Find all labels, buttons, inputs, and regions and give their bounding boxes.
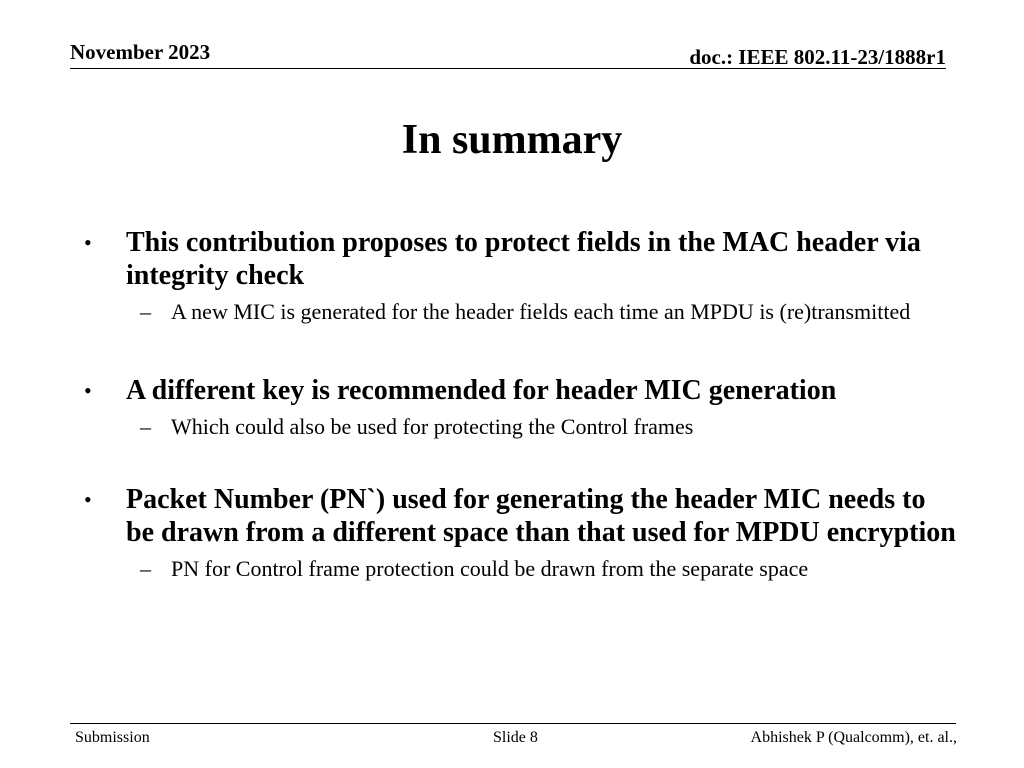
bullet-dot-icon: • — [84, 230, 92, 255]
sub-bullet-text: A new MIC is generated for the header fields each time an MPDU is (re)transmitted — [171, 299, 911, 324]
header-date: November 2023 — [70, 40, 211, 64]
slide-title: In summary — [401, 117, 623, 163]
bullet-item — [80, 374, 960, 407]
sub-bullet-item — [80, 412, 960, 441]
dash-icon: – — [140, 556, 151, 581]
header-divider — [70, 68, 946, 69]
sub-bullet-text: Which could also be used for protecting the Control frames — [171, 414, 694, 439]
footer-divider — [70, 723, 956, 724]
bullet-item — [80, 226, 960, 292]
dash-icon: – — [140, 414, 151, 439]
sub-bullet-text: PN for Control frame protection could be drawn from the separate space — [171, 556, 809, 581]
bullet-text: A different key is recommended for header MIC generation — [126, 375, 837, 406]
bullet-item — [80, 483, 960, 549]
slide-content — [80, 226, 960, 583]
bullet-dot-icon: • — [84, 487, 92, 512]
bullet-text: This contribution proposes to protect fields in the MAC header via integrity check — [126, 227, 921, 291]
sub-bullet-item — [80, 554, 960, 583]
dash-icon: – — [140, 299, 151, 324]
footer-slide-number: Slide 8 — [493, 729, 538, 746]
footer-author: Abhishek P (Qualcomm), et. al., — [750, 729, 957, 746]
bullet-text: Packet Number (PN`) used for generating the header MIC needs to be drawn from a different space than that used for MPDU encryption — [126, 484, 956, 548]
header-doc-id: doc.: IEEE 802.11-23/1888r1 — [689, 45, 946, 69]
bullet-dot-icon: • — [84, 378, 92, 403]
footer-submission: Submission — [75, 729, 150, 746]
sub-bullet-item — [80, 297, 960, 326]
